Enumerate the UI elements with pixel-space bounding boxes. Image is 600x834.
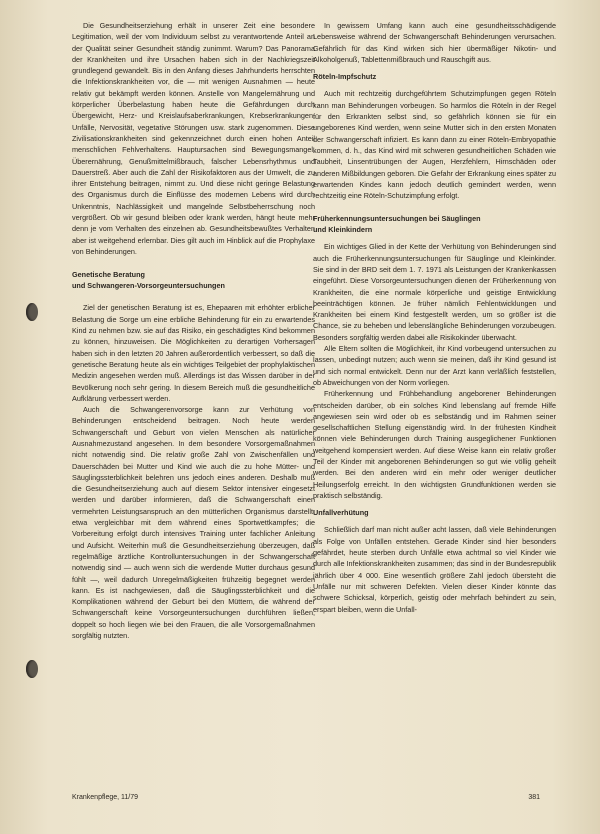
section-heading	[313, 213, 556, 236]
paragraph: Die Gesundheitserziehung erhält in unserer Zeit eine besondere Legitimation, weil der vom Individuum selbst zu verantwortende Anteil an der Qualität seiner Gesundheit ständig zunimmt. Warum? Das Panorama der Krankheiten und ihre Ursachen haben sich in der Nachkriegszeit grundlegend gewandelt. Bis in den Anfang dieses Jahrhunderts herrschten die Infektionskrankheiten vor, die — mit wenigen Ausnahmen — heute relativ gut bekämpft werden können. Anstelle von Mangelernährung und körperlicher Überbelastung haben heute die Gefährdungen durch Übergewicht, Herz- und Kreislaufsaberkrankungen, Krebserkrankungen, Unfälle, Nervosität, vegetative Störungen usw. stark zugenommen. Diese Zivilisationskrankheiten sind gekennzeichnet durch einen hohen Anteil menschlichen Fehlverhaltens. Hauptursachen sind Bewegungsmangel, Überernährung, Genußmittelmißbrauch, falscher Lebensrhythmus und Dauerstreß. Aber auch die Zahl der Risikofaktoren aus der Umwelt, die zu ihrer Entstehung beitragen, nimmt zu. Und diese nicht geringe Belastung des Organismus durch die Einflüsse des modernen Lebens wird durch Unkenntnis, Nachlässigkeit und mangelnde Selbstbeherrschung noch vergrößert. Ob wir gesund bleiben oder krank werden, hängt heute mehr denn je vom Verhalten des einzelnen ab. Gesundheitsbewußtes Verhalten aber ist weitgehend erlernbar. Dies gilt auch im Hinblick auf die Prophylaxe von Behinderungen.	[72, 21, 315, 256]
page-number: 381	[528, 794, 540, 801]
heading-line: Früherkennungsuntersuchungen bei Säuglingen	[313, 213, 481, 223]
paragraph: Alle Eltern sollten die Möglichkeit, ihr Kind vorbeugend untersuchen zu lassen, unbedingt nutzen; auch wenn sie meinen, daß ihr Kind gesund ist und sich normal entwickelt. Denn nur der Arzt kann verläßlich feststellen, ob Abweichungen von der Norm vorliegen.	[313, 344, 556, 387]
heading-line: und Kleinkindern	[313, 225, 373, 235]
section-heading: Röteln-Impfschutz	[313, 72, 377, 82]
paragraph: Ziel der genetischen Beratung ist es, Ehepaaren mit erhöhter erblicher Belastung die Sorge um eine erbliche Behinderung für ein zu erwartendes Kind zu nehmen bzw. sie auf das Risiko, ein geschädigtes Kind bekommen zu können, hinzuweisen. Die Möglichkeiten zu derartigen Vorhersagen haben sich in den letzten 20 Jahren außerordentlich verbessert, so daß die genetische Beratung heute als ein wichtiges Teilgebiet der prophylaktischen Medizin angesehen werden muß. Allerdings ist das Wissen darüber in der Bevölkerung noch sehr gering. In diesem Bereich muß die gesundheitliche Aufklärung verbessert werden.	[72, 303, 315, 403]
section-heading: Unfallverhütung	[313, 508, 369, 518]
paragraph: Früherkennung und Frühbehandlung angeborener Behinderungen entscheiden darüber, ob ein solches Kind lebenslang auf fremde Hilfe angewiesen sein wird oder ob es selbständig und im Rahmen seiner gesellschaftlichen Stellung eigenständig wird. In der frühesten Kindheit können viele Behinderungen durch Training ausgeglichener Funktionen weitgehend kompensiert werden. Auf diese Weise kann ein relativ großer Teil der Kinder mit angeborenen Behinderungen so gut wie völlig geheilt werden. Bei den anderen wird ein mehr oder weniger deutlicher Heilungserfolg erreicht. In den wichtigsten Grundfunktionen werden sie praktisch selbständig.	[313, 389, 556, 500]
punch-hole	[26, 660, 38, 678]
right-column	[313, 20, 556, 615]
left-column	[72, 20, 315, 641]
paragraph: Auch die Schwangerenvorsorge kann zur Verhütung von Behinderungen entscheidend beitragen. Noch heute werden Schwangerschaft und Geburt von vielen Menschen als natürlicher Ausnahmezustand angesehen. In dem besondere Vorsorgemaßnahmen nicht notwendig sind. Die relativ große Zahl von Zwischenfällen und Dauerschäden bei Mutter und Kind wie auch die zu hohe Mütter- und Säuglingssterblichkeit belehren uns jedoch eines anderen. Deshalb muß die Gesundheitserziehung auch auf diesem Sektor intensiver eingesetzt werden und darüber informieren, daß die Schwangerschaft einen vermehrten Leistungsanspruch an den mütterlichen Organismus darstellt, etwa vergleichbar mit dem während eines Sportwettkampfes; die Vorbereitung erfolgt durch intensives Training unter fachlicher Anleitung und Aufsicht. Weiterhin muß die Gesundheitserziehung überzeugen, daß regelmäßige ärztliche Kontrolluntersuchungen in der Schwangerschaft notwendig sind — auch wenn sich die werdende Mutter durchaus gesund fühlt —, weil dadurch Unregelmäßigkeiten frühzeitig begegnet werden kann. Es ist nachgewiesen, daß die Säuglingssterblichkeit und die Komplikationen während der Geburt bei den Müttern, die während der Schwangerschaft keine Vorsorgeuntersuchungen durchführen ließen, doppelt so hoch liegen wie bei den Frauen, die alle Vorsorgemaßnahmen sorgfältig nutzten.	[72, 405, 315, 641]
section-heading	[72, 269, 315, 292]
heading-line: Genetische Beratung	[72, 269, 145, 279]
heading-line: und Schwangeren-Vorsorgeuntersuchungen	[72, 280, 225, 290]
page-footer	[72, 794, 540, 801]
paragraph: Ein wichtiges Glied in der Kette der Verhütung von Behinderungen sind auch die Früherkennungsuntersuchungen für Säuglinge und Kleinkinder. Sie sind in der BRD seit dem 1. 7. 1971 als Leistungen der Krankenkassen eingeführt. Diese Vorsorgeuntersuchungen dienen der Früherkennung von Krankheiten, die eine normale körperliche und geistige Entwicklung beeinträchtigen können. Je früher nämlich Fehlentwicklungen und Krankheiten bei einem Kind festgestellt werden, um so größer ist die Chance, sie zu beheben und lebenslängliche Behinderungen vorzubeugen. Besonders sorgfältig werden dabei alle Risikokinder überwacht.	[313, 242, 556, 342]
journal-reference: Krankenpflege, 11/79	[72, 794, 139, 801]
punch-hole	[26, 303, 38, 321]
paragraph: In gewissem Umfang kann auch eine gesundheitsschädigende Lebensweise während der Schwangerschaft Behinderungen verursachen. Gefährlich für das Kind wirken sich hier übermäßiger Nikotin- und Alkoholgenuß, Tablettenmißbrauch und Rauschgift aus.	[313, 21, 556, 64]
paragraph: Schließlich darf man nicht außer acht lassen, daß viele Behinderungen als Folge von Unfällen entstehen. Gerade Kinder sind hier besonders gefährdet, heute sterben durch Unfälle etwa achtmal so viel Kinder wie durch alle Infektionskrankheiten zusammen; das sind in der Bundesrepublik jährlich über 4 000. Eine wesentlich größere Zahl jedoch übersteht die Unfälle nur mit schweren Defekten. Vielen dieser Kinder könnte das schwere Schicksal, körperlich, geistig oder mehrfach behindert zu sein, erspart bleiben, wenn die Unfall-	[313, 525, 556, 614]
paragraph: Auch mit rechtzeitig durchgeführtem Schutzimpfungen gegen Röteln kann man Behinderungen vorbeugen. So harmlos die Röteln in der Regel für den Erkrankten selbst sind, so gefährlich können sie für ein ungeborenes Kind werden, wenn seine Mutter sich in den ersten Monaten der Schwangerschaft infiziert. Es kann dann zu einer Röteln-Embryopathie kommen, d. h., das Kind wird mit schweren gesundheitlichen Schäden wie Taubheit, Linsentrübungen der Augen, Herzfehlern, Hirnschäden oder anderen Mißbildungen geboren. Die Gefahr der Erkrankung eines später zu erwartenden Kindes kann jedoch deutlich gemindert werden, wenn rechtzeitig eine Röteln-Schutzimpfung erfolgt.	[313, 89, 556, 201]
